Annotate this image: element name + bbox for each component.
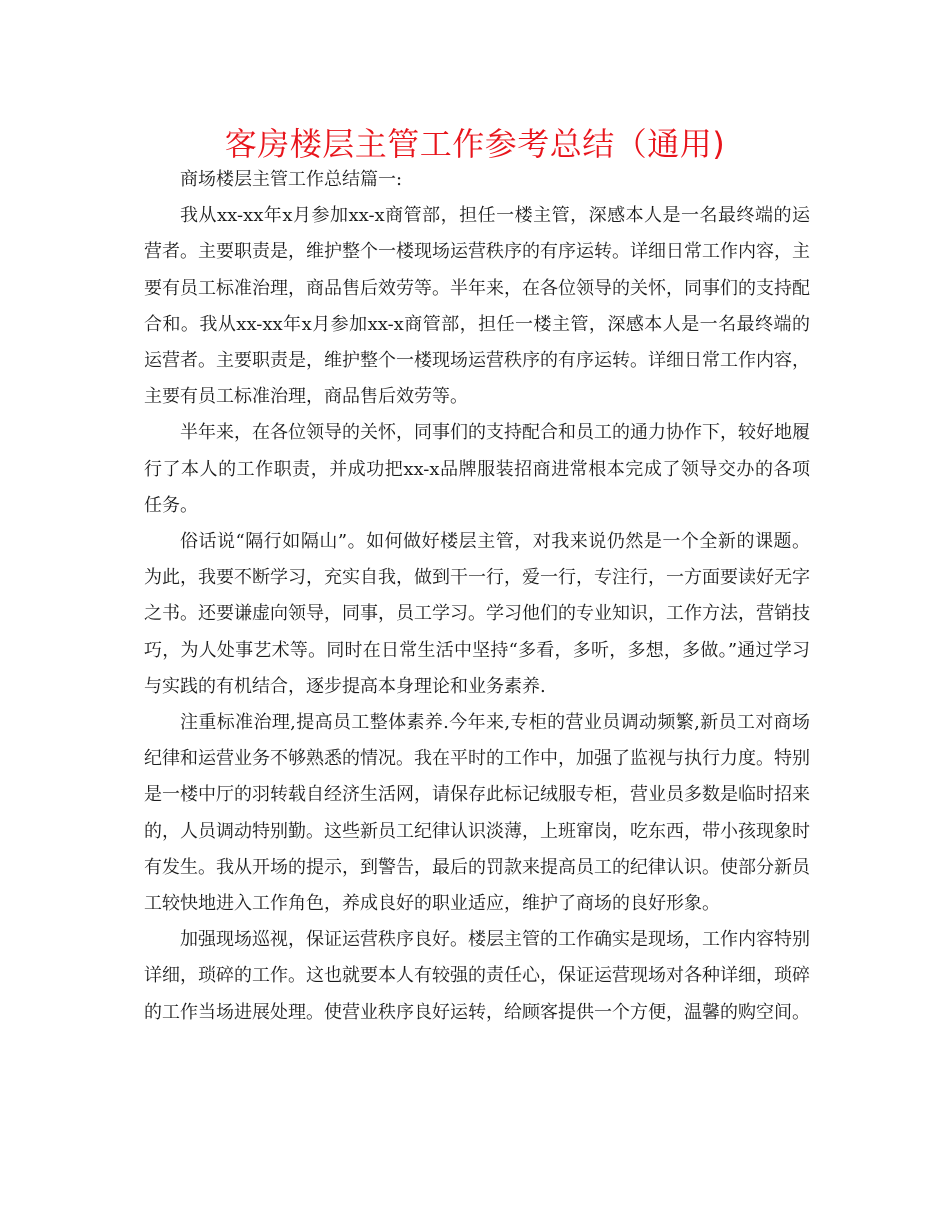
document-title: 客房楼层主管工作参考总结（通用) — [224, 125, 726, 163]
paragraph: 我从xx-xx年x月参加xx-x商管部，担任一楼主管，深感本人是一名最终端的运营者。主要职责是，维护整个一楼现场运营秩序的有序运转。详细日常工作内容，主要有员工标准治理，商品售后效劳等。半年来，在各位领导的关怀，同事们的支持配合和。我从xx-xx年x月参加xx-x商管部，担任一楼主管，深感本人是一名最终端的运营者。主要职责是，维护整个一楼现场运营秩序的有序运转。详细日常工作内容，主要有员工标准治理，商品售后效劳等。 — [144, 205, 810, 408]
document-body — [144, 162, 810, 1031]
paragraph: 商场楼层主管工作总结篇一: — [180, 169, 403, 190]
paragraph: 注重标准治理,提高员工整体素养.今年来,专柜的营业员调动频繁,新员工对商场纪律和运营业务不够熟悉的情况。我在平时的工作中，加强了监视与执行力度。特别是一楼中厅的羽转载自经济生活网，请保存此标记绒服专柜，营业员多数是临时招来的，人员调动特别勤。这些新员工纪律认识淡薄，上班窜岗，吃东西，带小孩现象时有发生。我从开场的提示，到警告，最后的罚款来提高员工的纪律认识。使部分新员工较快地进入工作角色，养成良好的职业适应，维护了商场的良好形象。 — [144, 712, 810, 915]
paragraph: 俗话说“隔行如隔山”。如何做好楼层主管，对我来说仍然是一个全新的课题。为此，我要不断学习，充实自我，做到干一行，爱一行，专注行，一方面要读好无字之书。还要谦虚向领导，同事，员工学习。学习他们的专业知识，工作方法，营销技巧，为人处事艺术等。同时在日常生活中坚持“多看，多听，多想，多做。”通过学习与实践的有机结合，逐步提高本身理论和业务素养. — [144, 531, 810, 697]
paragraph: 加强现场巡视，保证运营秩序良好。楼层主管的工作确实是现场，工作内容特别详细，琐碎的工作。这也就要本人有较强的责任心，保证运营现场对各种详细，琐碎的工作当场进展处理。使营业秩序良好运转，给顾客提供一个方便，温馨的购空间。 — [144, 929, 810, 1023]
paragraph: 半年来，在各位领导的关怀，同事们的支持配合和员工的通力协作下，较好地履行了本人的工作职责，并成功把xx-x品牌服装招商进常根本完成了领导交办的各项任务。 — [144, 422, 810, 516]
